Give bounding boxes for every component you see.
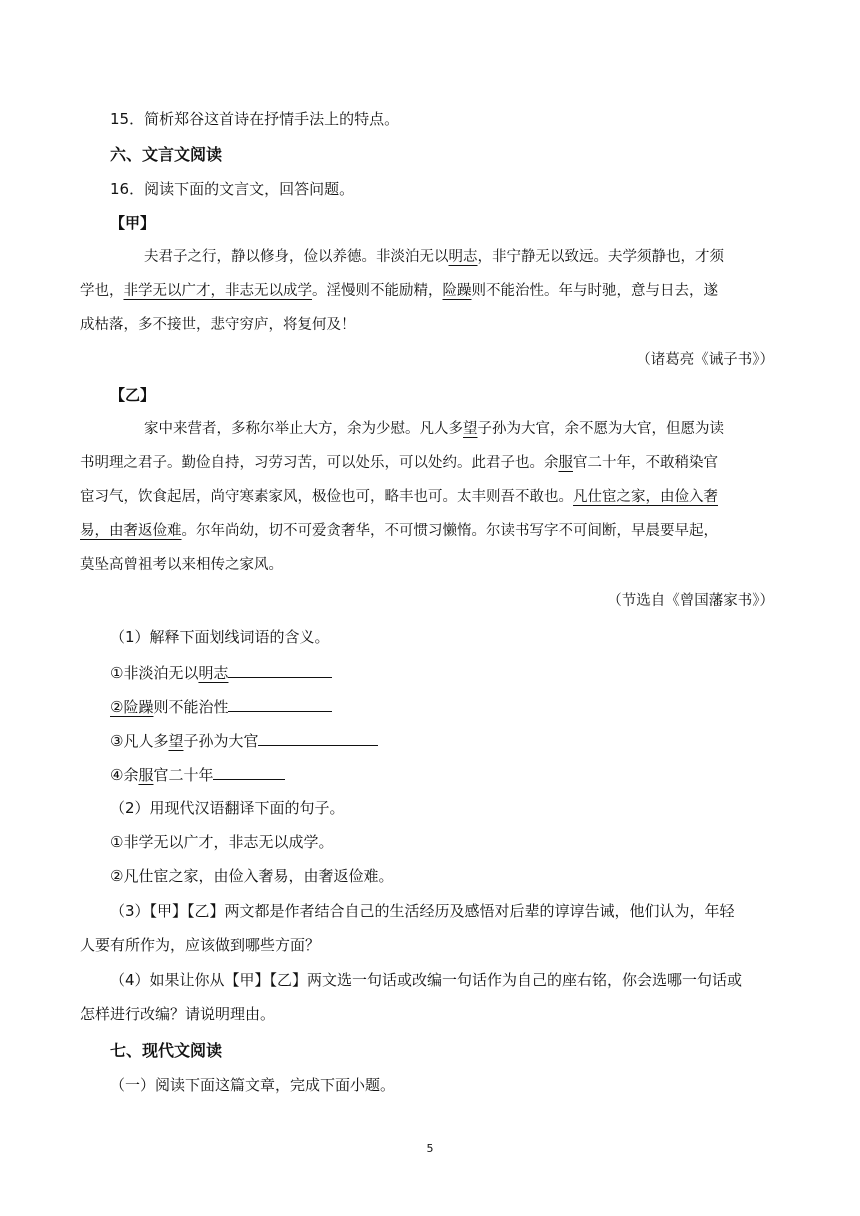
sub-question-4-line-1: （4）如果让你从【甲】【乙】两文选一句话或改编一句话作为自己的座右铭，你会选哪一句话或	[110, 971, 743, 989]
passage-yi-line-3: 宦习气，饮食起居，尚守寒素家风，极俭也可，略丰也可。太丰则吾不敢也。凡仕宦之家，由俭入奢	[80, 489, 718, 505]
section-heading-classical-reading: 六、文言文阅读	[110, 145, 223, 164]
underlined-term: 明志	[448, 249, 478, 265]
sub-question-2-item-2: ②凡仕宦之家，由俭入奢易，由奢返俭难。	[110, 867, 394, 885]
sub-question-1-item-1: ①非淡泊无以明志	[110, 660, 332, 684]
underlined-term: 服	[138, 766, 154, 784]
underlined-term: 明志	[198, 664, 229, 682]
sub-question-1-item-2: ②险躁则不能治性	[110, 694, 332, 718]
passage-yi-source: （节选自《曾国藩家书》）	[607, 593, 774, 609]
underlined-sentence: 易，由奢返俭难	[80, 523, 182, 539]
underlined-term: 望	[168, 732, 184, 750]
passage-label-yi: 【乙】	[110, 386, 156, 404]
answer-blank[interactable]	[258, 728, 378, 746]
sub-question-1-title: （1）解释下面划线词语的含义。	[110, 628, 330, 646]
underlined-term: 望	[463, 421, 478, 437]
page-number: 5	[426, 1142, 434, 1155]
sub-question-3-line-1: （3）【甲】【乙】两文都是作者结合自己的生活经历及感悟对后辈的谆谆告诫，他们认为，年轻	[110, 902, 735, 920]
part-1-instruction: （一）阅读下面这篇文章，完成下面小题。	[110, 1076, 396, 1094]
passage-yi-line-2: 书明理之君子。勤俭自持，习劳习苦，可以处乐，可以处约。此君子也。余服官二十年，不敢稍染官	[80, 455, 718, 471]
underlined-term: ②险躁	[110, 698, 154, 716]
sub-question-3-line-2: 人要有所作为，应该做到哪些方面？	[80, 936, 321, 954]
section-heading-modern-reading: 七、现代文阅读	[110, 1041, 223, 1060]
sub-question-2-title: （2）用现代汉语翻译下面的句子。	[110, 799, 345, 817]
sub-question-4-line-2: 怎样进行改编？请说明理由。	[80, 1005, 276, 1023]
passage-yi-line-5: 莫坠高曾祖考以来相传之家风。	[80, 557, 283, 573]
underlined-sentence: 非学无以广才，非志无以成学	[123, 283, 312, 299]
sub-question-1-item-3: ③凡人多望子孙为大官	[110, 728, 378, 752]
sub-question-2-item-1: ①非学无以广才，非志无以成学。	[110, 833, 334, 851]
sub-question-1-item-4: ④余服官二十年	[110, 762, 285, 786]
underlined-term: 服	[558, 455, 573, 471]
passage-jia-source: （诸葛亮《诫子书》）	[636, 352, 774, 368]
passage-yi-line-1: 家中来营者，多称尔举止大方，余为少慰。凡人多望子孙为大官，余不愿为大官，但愿为读	[144, 421, 724, 437]
passage-yi-line-4: 易，由奢返俭难。尔年尚幼，切不可爱贪奢华，不可惯习懒惰。尔读书写字不可间断，早晨要早起，	[80, 523, 718, 539]
answer-blank[interactable]	[213, 762, 285, 780]
passage-jia-line-3: 成枯落，多不接世，悲守穷庐，将复何及！	[80, 317, 356, 333]
passage-label-jia: 【甲】	[110, 214, 156, 232]
answer-blank[interactable]	[228, 660, 332, 678]
answer-blank[interactable]	[228, 694, 332, 712]
question-15: 15．简析郑谷这首诗在抒情手法上的特点。	[110, 110, 400, 128]
underlined-sentence: 凡仕宦之家，由俭入奢	[573, 489, 718, 505]
underlined-term: 险躁	[442, 283, 472, 299]
passage-jia-line-1: 夫君子之行，静以修身，俭以养德。非淡泊无以明志，非宁静无以致远。夫学须静也，才须	[144, 249, 724, 265]
question-16-intro: 16．阅读下面的文言文，回答问题。	[110, 180, 355, 198]
passage-jia-line-2: 学也，非学无以广才，非志无以成学。淫慢则不能励精，险躁则不能治性。年与时驰，意与日去，遂	[80, 283, 718, 299]
